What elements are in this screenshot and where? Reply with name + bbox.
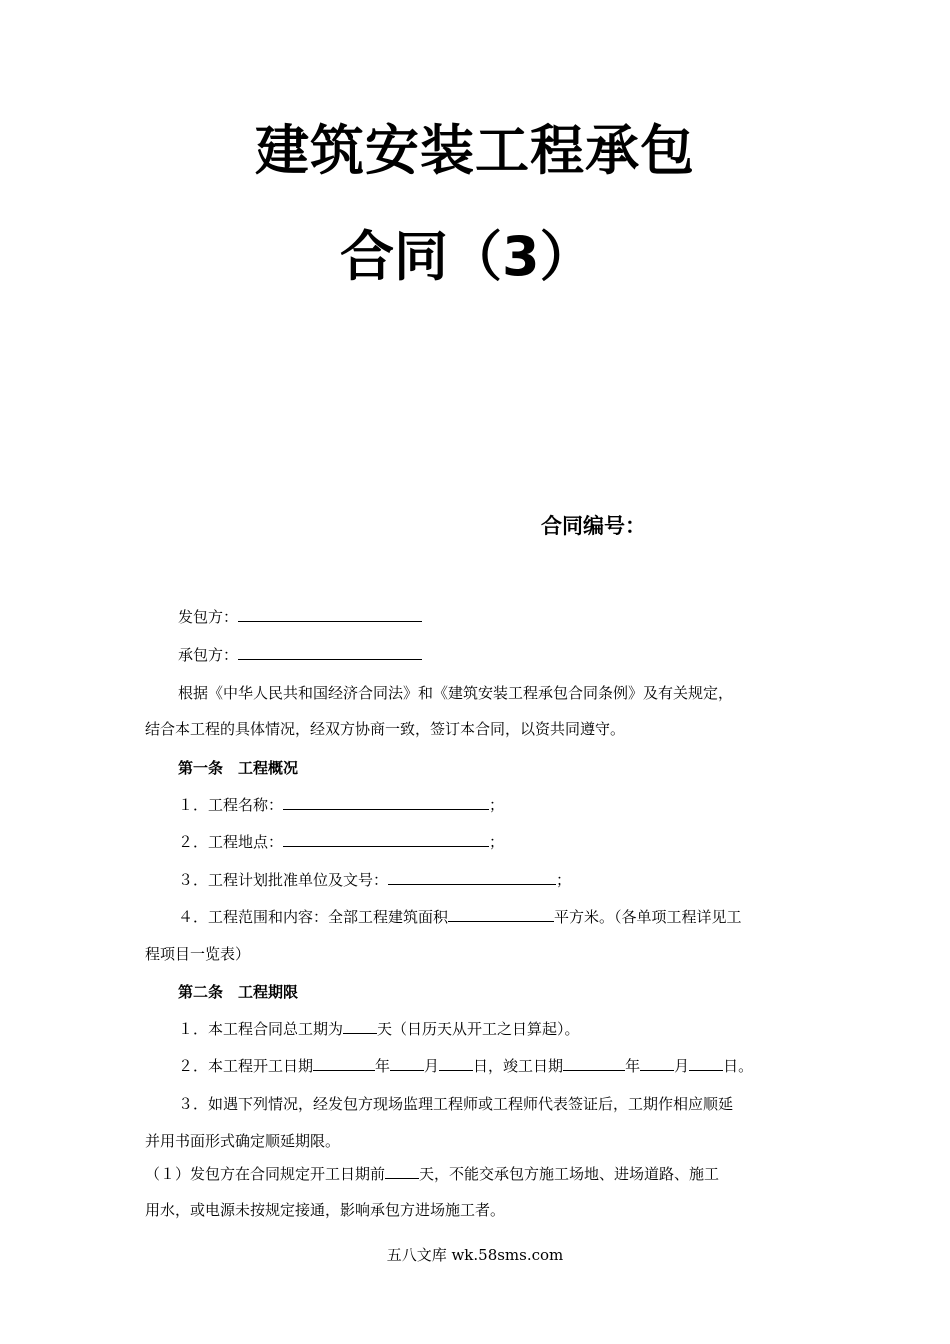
end-month-blank xyxy=(640,1055,674,1071)
end-year-blank xyxy=(563,1055,625,1071)
punctuation: ； xyxy=(556,871,572,889)
employer-blank xyxy=(238,606,422,622)
article-1-heading: 第一条 工程概况 xyxy=(178,759,299,777)
total-days-blank xyxy=(343,1018,377,1034)
document-title: 建筑安装工程承包 xyxy=(255,119,695,182)
article-2-sub-1-line-2: 用水，或电源未按规定接通，影响承包方进场施工者。 xyxy=(145,1201,506,1219)
article-1-item-2 xyxy=(178,831,504,853)
punctuation: ； xyxy=(489,833,505,851)
punctuation: ； xyxy=(489,796,505,814)
project-scope-label: ４．工程范围和内容：全部工程建筑面积 xyxy=(178,908,449,926)
article-2-heading: 第二条 工程期限 xyxy=(178,983,299,1001)
project-name-blank xyxy=(283,794,489,810)
preamble-line-1: 根据《中华人民共和国经济合同法》和《建筑安装工程承包合同条例》及有关规定， xyxy=(178,684,734,702)
article-2-item-1 xyxy=(178,1018,580,1040)
year-text: 年 xyxy=(375,1057,391,1075)
article-2-item-2 xyxy=(178,1055,753,1077)
employer-line xyxy=(178,606,422,628)
project-location-label: ２．工程地点： xyxy=(178,833,284,851)
month-text: 月 xyxy=(424,1057,440,1075)
article-1-item-4 xyxy=(178,906,742,928)
end-day-blank xyxy=(689,1055,723,1071)
approval-unit-blank xyxy=(388,869,556,885)
contractor-blank xyxy=(238,644,422,660)
employer-label: 发包方： xyxy=(178,608,239,626)
days-before-blank xyxy=(385,1163,419,1179)
sub-clause-1-text: 天，不能交承包方施工场地、进场道路、施工 xyxy=(419,1165,720,1183)
sub-clause-1-label: （１）发包方在合同规定开工日期前 xyxy=(145,1165,386,1183)
article-1-item-4-continued: 程项目一览表） xyxy=(145,945,251,963)
start-month-blank xyxy=(390,1055,424,1071)
start-year-blank xyxy=(313,1055,375,1071)
article-2-item-3-line-1: ３．如遇下列情况，经发包方现场监理工程师或工程师代表签证后，工期作相应顺延 xyxy=(178,1095,734,1113)
approval-unit-label: ３．工程计划批准单位及文号： xyxy=(178,871,389,889)
building-area-blank xyxy=(448,906,554,922)
month-text: 月 xyxy=(674,1057,690,1075)
total-duration-suffix: 天（日历天从开工之日算起）。 xyxy=(377,1020,580,1038)
page-footer: 五八文库 wk.58sms.com xyxy=(386,1246,564,1264)
year-text: 年 xyxy=(625,1057,641,1075)
day-text: 日。 xyxy=(723,1057,754,1075)
project-location-blank xyxy=(283,831,489,847)
start-day-blank xyxy=(439,1055,473,1071)
contract-number-label: 合同编号： xyxy=(541,514,646,538)
article-1-item-1 xyxy=(178,794,504,816)
start-date-label: ２．本工程开工日期 xyxy=(178,1057,314,1075)
document-title-number: 合同（3） xyxy=(340,225,594,288)
contractor-line xyxy=(178,644,422,666)
article-1-item-3 xyxy=(178,869,571,891)
completion-date-label: 日，竣工日期 xyxy=(473,1057,564,1075)
total-duration-label: １．本工程合同总工期为 xyxy=(178,1020,344,1038)
article-2-item-3-line-2: 并用书面形式确定顺延期限。 xyxy=(145,1132,341,1150)
project-name-label: １．工程名称： xyxy=(178,796,284,814)
contractor-label: 承包方： xyxy=(178,646,239,664)
article-2-sub-1 xyxy=(145,1163,719,1185)
project-scope-unit: 平方米。（各单项工程详见工 xyxy=(554,908,742,926)
preamble-line-2: 结合本工程的具体情况，经双方协商一致，签订本合同，以资共同遵守。 xyxy=(145,720,626,738)
